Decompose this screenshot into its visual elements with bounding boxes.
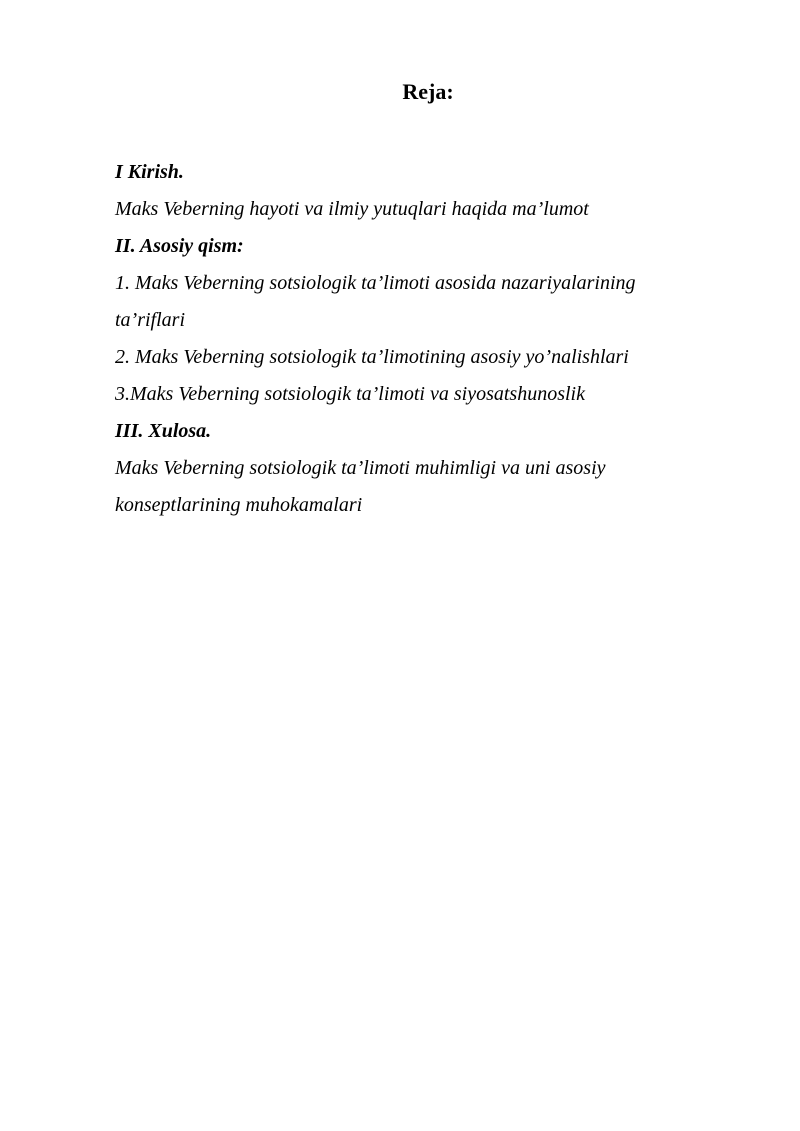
section-heading-introduction: I Kirish. <box>115 161 184 183</box>
section-heading-main-part: II. Asosiy qism: <box>115 235 244 257</box>
outline-item-conclusion-topic-continued: konseptlarining muhokamalari <box>115 494 363 516</box>
plan-outline <box>115 154 715 524</box>
outline-item-conclusion-topic: Maks Veberning sotsiologik ta’limoti muhimligi va uni asosiy <box>115 457 606 479</box>
outline-item-main-2: 2. Maks Veberning sotsiologik ta’limotining asosiy yo’nalishlari <box>115 346 629 368</box>
section-heading-conclusion: III. Xulosa. <box>115 420 212 442</box>
outline-item-main-1-continued: ta’riflari <box>115 309 186 331</box>
page-title: Reja: <box>402 79 454 104</box>
outline-item-main-3: 3.Maks Veberning sotsiologik ta’limoti va siyosatshunoslik <box>115 383 585 405</box>
outline-item-introduction-topic: Maks Veberning hayoti va ilmiy yutuqlari haqida ma’lumot <box>115 198 589 220</box>
outline-item-main-1: 1. Maks Veberning sotsiologik ta’limoti asosida nazariyalarining <box>115 272 636 294</box>
